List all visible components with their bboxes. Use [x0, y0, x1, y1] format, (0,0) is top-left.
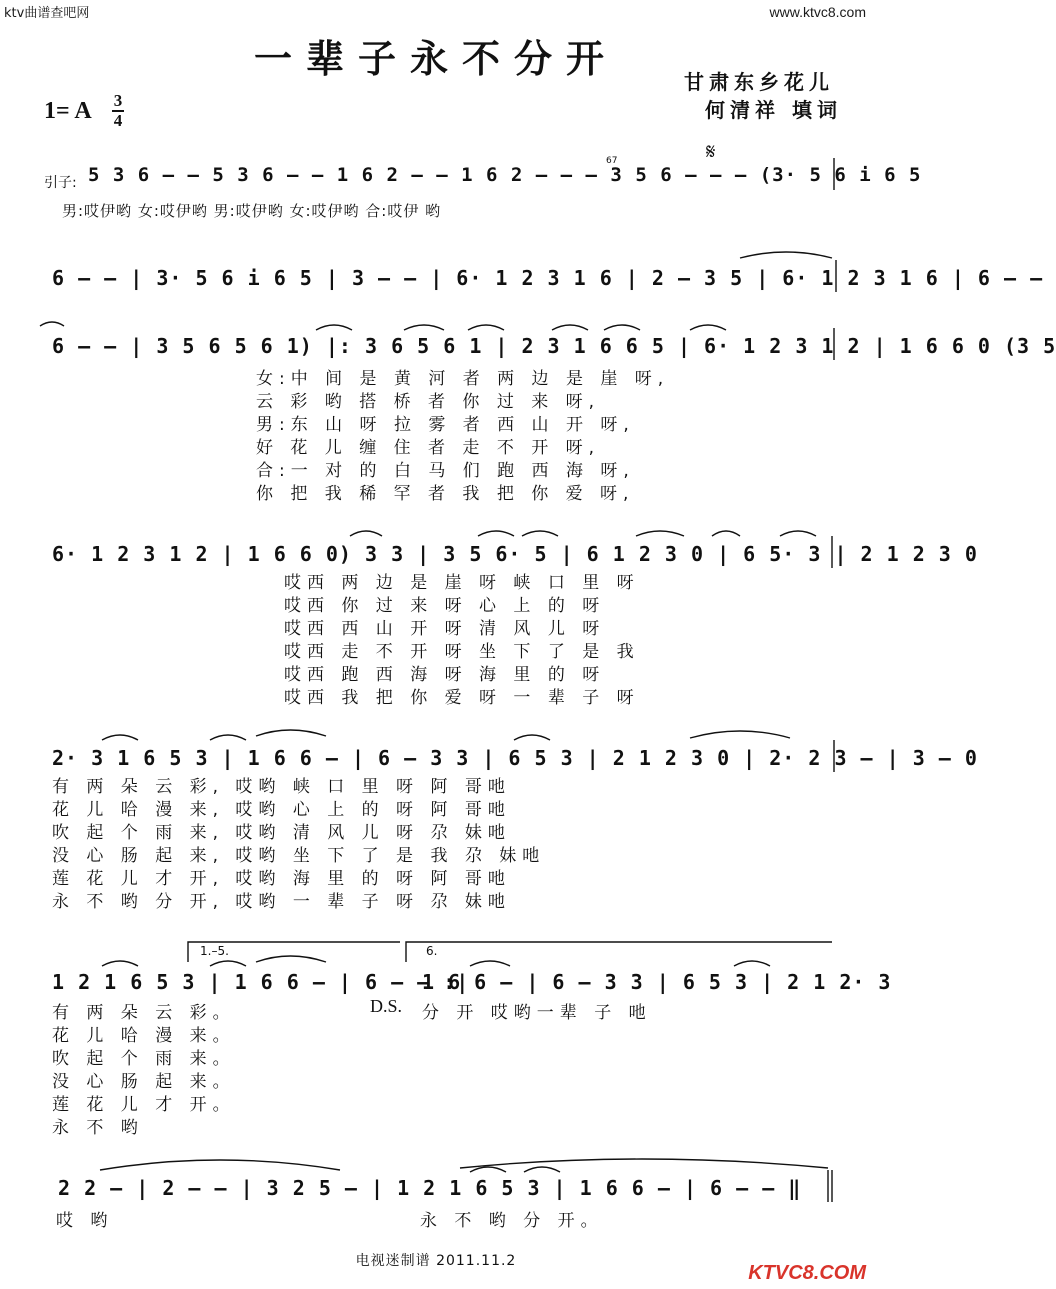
coda-lyrics-b: 永 不 哟 分 开。: [420, 1211, 604, 1231]
slur: [690, 325, 726, 330]
slur: [468, 325, 504, 330]
lyric-line: 永 不 哟: [52, 1118, 144, 1138]
slur: [734, 961, 770, 966]
lyric-line: 哎西 西 山 开 呀 清 风 儿 呀: [284, 619, 606, 639]
segno-icon: 𝄋: [706, 140, 716, 165]
lyric-line: 女:中 间 是 黄 河 者 两 边 是 崖 呀,: [256, 369, 670, 389]
credit-music: 甘肃东乡花儿: [684, 70, 834, 94]
lyric-line: 哎西 我 把 你 爱 呀 一 辈 子 呀: [284, 688, 640, 708]
lyric-line: 男:东 山 呀 拉 雾 者 西 山 开 呀,: [256, 415, 635, 435]
lyric-line: 吹 起 个 雨 来, 哎哟 清 风 儿 呀 尕 妹吔: [52, 823, 511, 843]
slur: [470, 961, 510, 966]
lyric-line: 永 不 哟 分 开, 哎哟 一 辈 子 呀 尕 妹吔: [52, 892, 511, 912]
ending-2-label: 6.: [426, 944, 438, 958]
slur: [210, 961, 246, 966]
intro-lyrics: 男:哎伊哟 女:哎伊哟 男:哎伊哟 女:哎伊哟 合:哎伊 哟: [62, 202, 442, 220]
slur: [40, 322, 64, 326]
lyric-line: 云 彩 哟 搭 桥 者 你 过 来 呀,: [256, 392, 601, 412]
lyric-line: 你 把 我 稀 罕 者 我 把 你 爱 呀,: [256, 484, 635, 504]
row2-notes: 6 – – | 3· 5 6 i 6 5 | 3 – – | 6· 1 2 3 1 6 | 2 – 3 5 | 6· 1 2 3 1 6 | 6 – –: [52, 266, 1044, 290]
slur: [100, 1160, 340, 1170]
lyric-line: 莲 花 儿 才 开, 哎哟 海 里 的 呀 阿 哥吔: [52, 869, 511, 889]
slur: [256, 730, 326, 736]
ds-mark: D.S.: [370, 996, 403, 1016]
slur: [524, 1167, 560, 1172]
slur: [636, 531, 684, 536]
ending-bracket-2: [406, 942, 832, 962]
slur: [780, 531, 816, 536]
lyric-line: 莲 花 儿 才 开。: [52, 1095, 236, 1115]
intro-notes: 5 3 6 – – 5 3 6 – – 1 6 2 – – 1 6 2 – – – 3 5 6 – – – (3· 5 6 i 6 5: [88, 164, 922, 186]
page-title: 一辈子永不分开: [253, 36, 618, 81]
slur: [210, 735, 246, 740]
footer-credit: 电视迷制谱 2011.11.2: [355, 1253, 517, 1269]
lyric-line: 没 心 肠 起 来。: [52, 1072, 236, 1092]
ending2-lyrics: 分 开 哎哟一辈 子 吔: [422, 1003, 652, 1023]
lyric-line: 有 两 朵 云 彩, 哎哟 峡 口 里 呀 阿 哥吔: [52, 777, 511, 797]
slur: [350, 531, 382, 536]
slur: [102, 961, 138, 966]
slur: [256, 956, 326, 962]
intro-label: 引子:: [44, 175, 77, 191]
lyric-line: 有 两 朵 云 彩。: [52, 1003, 236, 1023]
row3-notes: 6 – – | 3 5 6 5 6 1) |: 3 6 5 6 1 | 2 3 1 6 6 5 | 6· 1 2 3 1 2 | 1 6 6 0 (3 5: [52, 334, 1056, 358]
lyric-line: 好 花 儿 缠 住 者 走 不 开 呀,: [256, 438, 601, 458]
lyric-line: 没 心 肠 起 来, 哎哟 坐 下 了 是 我 尕 妹吔: [52, 846, 546, 866]
slur: [404, 325, 444, 330]
lyric-line: 花 儿 哈 漫 来。: [52, 1026, 236, 1046]
slur: [470, 1167, 506, 1172]
watermark-right: www.ktvc8.com: [769, 4, 866, 20]
watermark-left: ktv曲谱查吧网: [4, 6, 90, 21]
key-signature: 1= A: [44, 98, 92, 124]
site-logo: KTVC8.COM: [748, 1262, 866, 1284]
slur: [460, 1159, 828, 1168]
row7-notes: 2 2 – | 2 – – | 3 2 5 – | 1 2 1 6 5 3 | 1 6 6 – | 6 – – ‖: [58, 1176, 802, 1200]
slur: [522, 531, 558, 536]
row6b-notes: 1 6 6 – | 6 – 3 3 | 6 5 3 | 2 1 2· 3: [422, 970, 892, 994]
slur: [712, 531, 740, 536]
ending-bracket-1: [188, 942, 400, 962]
row4-notes: 6· 1 2 3 1 2 | 1 6 6 0) 3 3 | 3 5 6· 5 | 6 1 2 3 0 | 6 5· 3 | 2 1 2 3 0: [52, 542, 978, 566]
lyric-line: 哎西 你 过 来 呀 心 上 的 呀: [284, 596, 606, 616]
lyric-line: 哎西 两 边 是 崖 呀 峡 口 里 呀: [284, 573, 640, 593]
lyric-line: 哎西 走 不 开 呀 坐 下 了 是 我: [284, 642, 640, 662]
coda-lyrics-a: 哎 哟: [56, 1211, 114, 1231]
slur: [316, 325, 352, 330]
ending-1-label: 1.–5.: [200, 944, 229, 958]
lyric-line: 吹 起 个 雨 来。: [52, 1049, 236, 1069]
slur: [690, 731, 790, 738]
lyric-line: 哎西 跑 西 海 呀 海 里 的 呀: [284, 665, 606, 685]
row5-notes: 2· 3 1 6 5 3 | 1 6 6 – | 6 – 3 3 | 6 5 3 | 2 1 2 3 0 | 2· 2 3 – | 3 – 0: [52, 746, 978, 770]
slur: [740, 252, 832, 258]
slur: [102, 735, 138, 740]
lyric-line: 合:一 对 的 白 马 们 跑 西 海 呀,: [256, 461, 635, 481]
slur: [604, 325, 640, 330]
credit-lyrics: 何清祥 填词: [705, 98, 842, 122]
time-sig-top: 3: [113, 91, 123, 110]
time-sig-bottom: 4: [113, 111, 123, 130]
lyric-line: 花 儿 哈 漫 来, 哎哟 心 上 的 呀 阿 哥吔: [52, 800, 511, 820]
slur: [478, 531, 514, 536]
row6a-notes: 1 2 1 6 5 3 | 1 6 6 – | 6 – – :|: [52, 970, 470, 994]
slur: [514, 735, 550, 740]
slur: [552, 325, 588, 330]
grace-note: 67: [606, 156, 618, 166]
